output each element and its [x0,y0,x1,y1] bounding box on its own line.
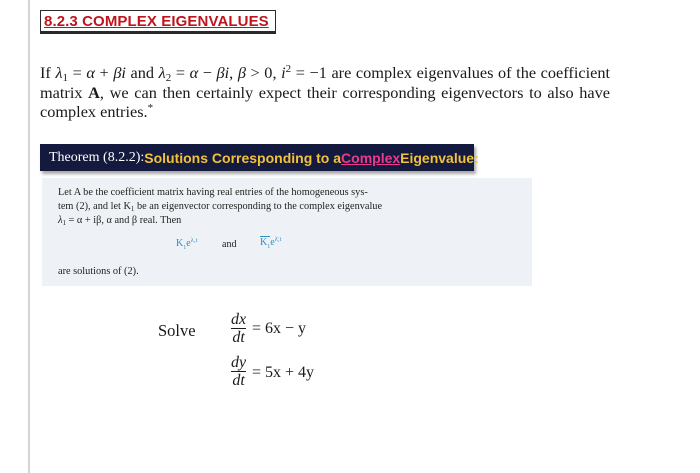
equation-1-derivative [230,311,247,346]
theorem-line-3: $\lambda_1 = \alpha + i\beta$, α and β real. Then [58,215,182,227]
equation-1-denominator: dt [232,329,245,346]
solution-2: $K_1e^{\lambdā_1t}$ [260,237,282,250]
theorem-line-1: Let A be the coefficient matrix having real entries of the homogeneous sys- [58,187,368,198]
solve-label: Solve [158,321,196,340]
solution-1: $K_1e^{\lambda_1t}$ [176,238,198,251]
theorem-conclusion: are solutions of (2). [58,266,139,277]
theorem-label: Theorem (8.2.2): [49,149,145,165]
theorem-title-part2: Eigenvalue: [400,149,479,166]
equation-2-derivative [230,354,247,389]
section-title: 8.2.3 COMPLEX EIGENVALUES [40,10,276,34]
theorem-statement [58,186,398,228]
theorem-header [40,144,479,171]
left-margin-rule [28,0,30,473]
theorem-title-part1: Solutions Corresponding to a [144,149,342,166]
theorem-title-link[interactable]: Complex [341,149,401,166]
equation-1-numerator: dx [231,311,247,328]
footnote-marker: * [147,102,154,114]
equation-2-rhs: = 5x + 4y [252,364,315,381]
intro-paragraph: If $\lambda_1 = \alpha + \beta i$ and $\lambda_2 = \alpha - \beta i$, β > 0, $i^2 = -1$ are complex eigenvalues of the coefficient matrix A, we can then certainly expect their corresponding eigenvectors to also have complex entries.* [40,63,611,121]
equation-2-numerator: dy [231,354,247,371]
equation-2-denominator: dt [232,372,245,389]
equation-1-rhs: = 6x − y [252,320,307,337]
solution-and: and [222,239,237,250]
theorem-line-2: tem (2), and let $K_1$ be an eigenvector corresponding to the complex eigenvalue [58,201,383,213]
